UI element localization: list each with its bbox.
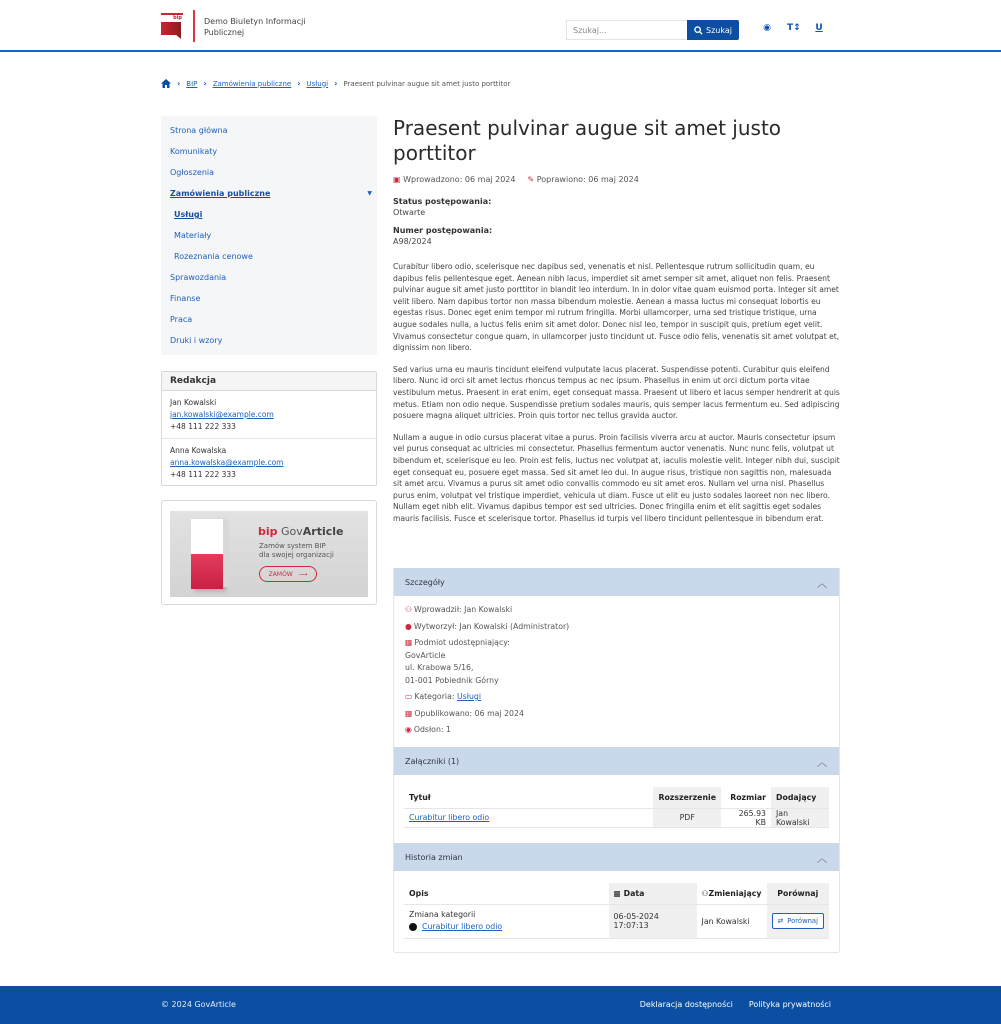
history-compare-cell <box>767 904 829 938</box>
col-extension: Rozszerzenie <box>653 787 721 808</box>
bip-logo[interactable] <box>161 13 183 39</box>
publisher <box>405 637 828 687</box>
details-panel-title: Szczegóły <box>405 577 445 587</box>
publisher-city: 01-001 Pobiednik Górny <box>405 675 499 685</box>
history-desc-cell <box>404 904 609 938</box>
views <box>405 724 828 737</box>
publisher-label: Podmiot udostępniający: <box>414 638 510 647</box>
views-text: Odsłon: 1 <box>413 725 451 734</box>
editor-name: Jan Kowalski <box>170 398 217 407</box>
attachments-panel <box>393 747 840 843</box>
editors-title: Redakcja <box>162 372 376 391</box>
sidebar-item-komunikaty[interactable]: Komunikaty <box>170 147 218 156</box>
paragraph: Nullam a augue in odio cursus placerat vitae a purus. Proin facilisis viverra arcu at auctor. Mauris consectetur ipsum vel purus consequat ac ultricies mi consectetur. Phasellus fermentum auctor venenatis. Nunc nunc felis, volutpat ut bibendum et, scelerisque eu leo. Proin est felis, luctus nec volutpat at, iaculis molestie velit. Integer nibh dui, suscipit eget consequat eu, posuere eget massa. Sed sit amet leo dui. In augue risus, tristique non sagittis non, malesuada sit amet arcu. Vivamus a purus sit amet odio convallis commodo eu sit amet eros. Nullam vel urna nisl. Phasellus purus enim, volutpat vel tristique imperdiet, vehicula ut diam. Fusce ut elit eu justo sodales laoreet non nec libero. Nullam eget nibh elit. Vivamus dapibus tempor est sed ultricies. Donec fringilla enim et elit sagittis eget sodales mauris facilisis. Fusce et scelerisque tortor. Phasellus id turpis vel libero tincidunt pellentesque in bibendum erat. <box>393 432 840 523</box>
editors-box <box>161 371 377 486</box>
search-icon <box>694 26 703 35</box>
search-button[interactable] <box>687 20 739 40</box>
details-panel-header[interactable] <box>394 568 839 596</box>
logo-divider <box>193 10 195 42</box>
arrow-right-icon: ⟶ <box>298 570 308 578</box>
sidebar-item-materialy[interactable]: Materiały <box>174 231 212 240</box>
attachments-panel-title: Załączniki (1) <box>405 756 460 766</box>
published <box>405 708 828 721</box>
user-outline-icon: ⚇ <box>405 605 412 614</box>
promo-text <box>259 542 334 560</box>
sidebar-item-druki-i-wzory[interactable]: Druki i wzory <box>170 336 223 345</box>
attachments-table-wrap <box>394 775 839 828</box>
sidebar-item-sprawozdania[interactable]: Sprawozdania <box>170 273 227 282</box>
history-table-wrap <box>394 871 839 939</box>
sidebar-item-label: Zamówienia publiczne <box>170 189 271 198</box>
chevron-right-icon: › <box>203 79 207 88</box>
details-body <box>394 596 839 737</box>
user-outline-icon: ⚇ <box>701 888 709 898</box>
compare-button[interactable] <box>772 913 824 929</box>
breadcrumb-current: Praesent pulvinar augue sit amet justo porttitor <box>343 79 511 88</box>
history-desc: Zmiana kategorii <box>409 910 476 919</box>
article <box>393 116 840 524</box>
history-table <box>404 883 829 939</box>
breadcrumb-zamowienia[interactable]: Zamówienia publiczne <box>212 79 292 88</box>
home-icon[interactable] <box>161 79 171 88</box>
page-title: Praesent pulvinar augue sit amet justo porttitor <box>393 116 782 165</box>
history-panel <box>393 843 840 953</box>
created-by-text: Wytworzył: Jan Kowalski (Administrator) <box>413 621 570 631</box>
details-panel <box>393 568 840 747</box>
history-date: 06-05-2024 17:07:13 <box>609 904 697 938</box>
sidebar-item-uslugi[interactable]: Usługi <box>174 210 203 219</box>
attachments-table <box>404 787 829 828</box>
logo-text: bip <box>173 15 182 21</box>
created-date <box>393 175 515 184</box>
paragraph: Curabitur libero odio, scelerisque nec dapibus sed, venenatis et nisl. Pellentesque rutrum sollicitudin quam, eu dapibus felis pellentesque eget. Aenean nibh lacus, imperdiet sit amet semper sit amet, aliquet non felis. Praesent pulvinar augue sit amet justo porttitor in blandit leo interdum. In in dolor vitae quam euismod porta. Integer sit amet velit libero. Nam dapibus tortor non massa bibendum molestie. Aenean a massa luctus mi consequat lobortis eu egestas risus. Donec eget enim tempor mi rutrum fringilla. Morbi ullamcorper, urna sed tristique tristique, urna augue sodales nulla, a luctus felis enim sit amet dolor. Donec nisl leo, tempor in suscipit quis, pretium eget velit. Vivamus consectetur congue quam, in ullamcorper justo tincidunt ut. Fusce odio felis, venenatis sit amet volutpat et, dignissim non libero. <box>393 262 840 353</box>
swap-icon: ⇄ <box>777 917 784 925</box>
logo-box <box>161 22 181 35</box>
number-value: A98/2024 <box>393 237 432 246</box>
search-button-label: Szukaj <box>706 25 732 35</box>
table-header-row <box>404 883 829 904</box>
editor-entry <box>162 391 376 438</box>
history-link[interactable]: Curabitur libero odio <box>422 922 503 931</box>
compare-label: Porównaj <box>787 917 818 925</box>
user-icon: ● <box>405 621 412 631</box>
editor-email[interactable]: jan.kowalski@example.com <box>170 410 274 419</box>
col-user <box>697 883 767 904</box>
calendar-icon: ▦ <box>613 888 621 898</box>
sidebar-item-rozeznania-cenowe[interactable]: Rozeznania cenowe <box>174 252 253 261</box>
col-title: Tytuł <box>404 787 653 808</box>
history-user: Jan Kowalski <box>697 904 767 938</box>
promo-line-2: dla swojej organizacji <box>259 551 334 559</box>
entered-by <box>405 604 828 617</box>
chevron-up-icon[interactable]: ︿ <box>817 853 827 865</box>
promo-line-1: Zamów system BIP <box>259 542 326 550</box>
search-form <box>566 20 739 40</box>
paragraph: Sed varius urna eu mauris tincidunt eleifend vulputate lacus placerat. Suspendisse potenti. Curabitur quis eleifend libero. Nunc id orci sit amet lectus rhoncus tempus ac nec ipsum. Phasellus in enim ut orci dictum porta vitae vestibulum metus. Praesent in erat enim, eget consequat massa. Praesent ut libero et lacus semper hendrerit at quis metus. Etiam non odio neque. Suspendisse pretium sodales mauris, quis semper lacus fermentum eu. Sed adipiscing posuere magna aliquet ultricies. Proin quis tortor nec tellus gravida auctor. <box>393 364 840 421</box>
product-box-image <box>191 519 223 589</box>
footer-link-accessibility[interactable]: Deklaracja dostępności <box>639 1000 733 1009</box>
attachment-title-cell <box>404 808 653 827</box>
category <box>405 691 828 704</box>
category-label: Kategoria: <box>414 692 455 701</box>
copyright: © 2024 GovArticle <box>161 1000 236 1009</box>
col-author: Dodający <box>771 787 829 808</box>
breadcrumb-uslugi[interactable]: Usługi <box>306 79 329 88</box>
publisher-street: ul. Krabowa 5/16, <box>405 663 474 672</box>
history-panel-header[interactable] <box>394 843 839 871</box>
breadcrumb <box>161 79 510 88</box>
table-row <box>404 808 829 827</box>
sidebar-item-ogloszenia[interactable]: Ogłoszenia <box>170 168 215 177</box>
created-by <box>405 621 828 634</box>
published-text: Opublikowano: 06 maj 2024 <box>414 708 524 718</box>
sidebar-item-praca[interactable]: Praca <box>170 315 193 324</box>
status-label: Status postępowania: <box>393 197 492 206</box>
article-meta <box>393 175 840 184</box>
status-value: Otwarte <box>393 208 426 217</box>
promo-brand <box>258 525 344 538</box>
calendar-icon: ▦ <box>405 708 413 718</box>
col-desc: Opis <box>404 883 609 904</box>
brand-article: Article <box>302 525 344 538</box>
caret-down-icon[interactable]: ▼ <box>367 190 372 197</box>
chevron-up-icon[interactable]: ︿ <box>817 757 827 769</box>
col-date <box>609 883 697 904</box>
attachment-author: Jan Kowalski <box>771 808 829 827</box>
record-icon <box>409 923 417 931</box>
sidebar-nav <box>161 116 377 355</box>
contrast-eye-icon[interactable]: ◉ <box>763 23 771 33</box>
editor-entry <box>162 438 376 486</box>
created-text: Wprowadzono: 06 maj 2024 <box>403 175 516 184</box>
accessibility-tools <box>761 23 825 33</box>
brand-bip: bip <box>258 525 278 538</box>
editor-email[interactable]: anna.kowalska@example.com <box>170 458 284 467</box>
chevron-right-icon: › <box>177 79 181 88</box>
eye-icon: ◉ <box>405 725 412 734</box>
calendar-plus-icon: ▣ <box>393 175 401 184</box>
promo-banner[interactable] <box>161 500 377 605</box>
editor-name: Anna Kowalska <box>170 446 227 455</box>
chevron-up-icon[interactable]: ︿ <box>817 578 827 590</box>
attachments-panel-header[interactable] <box>394 747 839 775</box>
site-title[interactable]: Demo Biuletyn Informacji Publicznej <box>204 17 306 37</box>
category-link[interactable]: Usługi <box>456 692 482 701</box>
chevron-right-icon: › <box>334 79 338 88</box>
col-user-label: Zmieniający <box>708 888 762 898</box>
col-date-label: Data <box>623 888 645 898</box>
table-header-row <box>404 787 829 808</box>
breadcrumb-bip[interactable]: BIP <box>186 79 198 88</box>
sidebar-item-zamowienia-publiczne[interactable] <box>161 187 377 208</box>
attachment-size: 265.93 KB <box>721 808 771 827</box>
promo-order-button[interactable] <box>259 566 317 582</box>
underline-icon[interactable]: U <box>815 23 823 33</box>
search-input[interactable] <box>566 20 687 40</box>
font-size-icon[interactable]: T↕ <box>787 23 801 33</box>
table-row <box>404 904 829 938</box>
product-box-side <box>223 521 229 587</box>
footer-links <box>640 1000 831 1009</box>
col-size: Rozmiar <box>721 787 771 808</box>
edit-icon: ✎ <box>527 175 535 184</box>
promo-button-label: ZAMÓW <box>268 570 293 578</box>
attachment-link[interactable]: Curabitur libero odio <box>409 813 490 822</box>
promo-image <box>170 511 368 597</box>
attachment-ext: PDF <box>653 808 721 827</box>
editor-phone: +48 111 222 333 <box>170 470 236 479</box>
publisher-name: GovArticle <box>405 650 446 660</box>
site-header <box>0 0 1001 52</box>
chevron-right-icon: › <box>297 79 301 88</box>
col-compare: Porównaj <box>767 883 829 904</box>
building-icon: ▦ <box>405 638 413 647</box>
footer-link-privacy[interactable]: Polityka prywatności <box>748 1000 831 1009</box>
editor-phone: +48 111 222 333 <box>170 422 236 431</box>
sidebar-item-strona-glowna[interactable]: Strona główna <box>170 126 228 135</box>
folder-icon: ▭ <box>405 692 413 701</box>
entered-by-text: Wprowadził: Jan Kowalski <box>414 605 513 614</box>
sidebar-item-finanse[interactable]: Finanse <box>170 294 201 303</box>
history-panel-title: Historia zmian <box>405 852 463 862</box>
modified-text: Poprawiono: 06 maj 2024 <box>536 175 639 184</box>
article-body <box>393 261 840 524</box>
site-footer <box>0 986 1001 1024</box>
number-label: Numer postępowania: <box>393 226 493 235</box>
modified-date <box>527 175 638 184</box>
brand-gov: Gov <box>281 525 303 538</box>
